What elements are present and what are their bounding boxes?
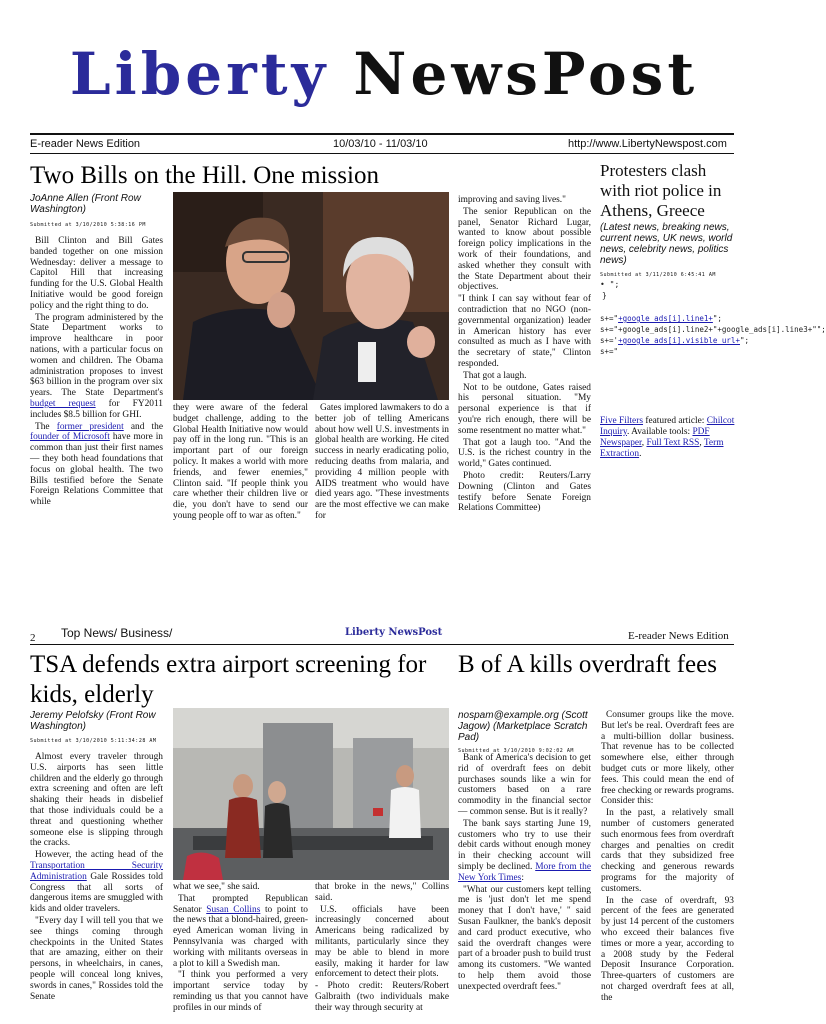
more-from-nyt-link[interactable]: More from the New York Times (458, 861, 591, 883)
paragraph: Photo credit: Reuters/Larry Downing (Clinton and Gates testify before Senate Foreign Relations Committee) (458, 470, 591, 514)
paragraph: "What our customers kept telling me is 'just don't let me spend money that I don't have,' " said Susan Faulkner, the bank's deposit and card product executive, who said the overdraft changes were part of a broader push to build trust among its customers. "We wanted to help them avoid those unexpected overdraft fees." (458, 884, 591, 992)
paragraph: The senior Republican on the panel, Senator Richard Lugar, wanted to know about possible foreign policy implications in the work of their foundations, and asked whether they consult with the State Department about their objectives. (458, 206, 591, 293)
tsa-link[interactable]: Transportation Security Administration (30, 860, 163, 882)
page2-rule (30, 644, 734, 645)
paragraph: In the past, a relatively small number of customers generated such enormous fees from overdraft charges and penalties on credit cards that they subsidized free checking and generous rewards programs for the majority of customers. (601, 808, 734, 894)
section-label: Top News/ Business/ (61, 626, 173, 640)
article2-submitted: Submitted at 3/10/2010 5:11:34:28 AM (30, 738, 157, 744)
site-url[interactable]: http://www.LibertyNewspost.com (568, 138, 727, 150)
paragraph: Almost every traveler through U.S. airports has seen little children and the elderly go through extra screening and often are left shaking their heads in disbelief that those individuals could be a threat and questioning whether someone else is slipping through the cracks. (30, 752, 163, 849)
paragraph: The program administered by the State Department works to improve healthcare in poor nations, with a particular focus on women and children. The Obama administration proposes to invest $63 billion in the program over six years. The State Department's budget request for FY2011 includes $8.5 billion for GHI. (30, 312, 163, 420)
masthead-newspost: NewsPost (353, 40, 699, 108)
article2-column-2 (173, 882, 308, 1024)
code-line: • "; (600, 280, 620, 289)
header-rule-bottom (30, 153, 734, 154)
paragraph: "I think you performed a very important service today by reminding us that you cannot have profiles in our minds of (173, 970, 308, 1013)
paragraph: they were aware of the federal budget challenge, adding to the Global Health Initiative now would pay off in the long run. "This is an important part of our foreign policy. It makes a world with more friends, and fewer enemies," Clinton said. "If people think you care whether their children live or die, you don't have to send our young people off to war as often." (173, 403, 308, 521)
paragraph: improving and saving lives." (458, 195, 566, 205)
google-ads-visible-url-link[interactable]: +google_ads[i].visible_url+ (618, 336, 740, 345)
sidebar-submitted: Submitted at 3/11/2010 6:45:41 AM (600, 272, 716, 278)
code-line: s+="+google_ads[i].line2+"+google_ads[i].line3+""; (600, 325, 826, 334)
paragraph: - Photo credit: Reuters/Robert Galbraith (two individuals make their way through security at (315, 981, 449, 1013)
google-ads-line1-link[interactable]: +google_ads[i].line1+ (618, 314, 713, 323)
paragraph: Not to be outdone, Gates raised his personal situation. "My personal experience is that if you're rich enough, there will be some resentment no matter what." (458, 382, 591, 436)
term-extraction-link[interactable]: Term Extraction (600, 438, 724, 459)
page-number: 2 (30, 632, 36, 644)
paragraph: Gates implored lawmakers to do a better job of telling Americans about how well U.S. investments in global health are working. He cited success in nearly eradicating polio, reducing deaths from malaria, and providing 4 million people with AIDS treatment who would have died years ago. "These investments are the most effective we can make for (315, 403, 449, 521)
article1-title: Two Bills on the Hill. One mission (30, 162, 379, 189)
paragraph: Bank of America's decision to get rid of overdraft fees on debit purchases sounds like a win for customers based on a rare commodity in the financial sector — common sense. But is it really? (458, 753, 591, 817)
article1-submitted: Submitted at 3/10/2010 5:38:16 PM (30, 222, 146, 228)
article1-byline: JoAnne Allen (Front Row Washington) (30, 193, 141, 215)
paragraph: that broke in the news," Collins said. (315, 882, 449, 903)
pdf-newspaper-link[interactable]: PDF Newspaper (600, 427, 710, 448)
article1-column-1 (30, 236, 163, 509)
five-filters-link[interactable]: Five Filters (600, 416, 643, 426)
paragraph: That got a laugh. (463, 370, 527, 381)
masthead (0, 40, 768, 108)
code-line: } (602, 291, 607, 300)
masthead-liberty: Liberty (69, 40, 330, 108)
paragraph: what we see," she said. (173, 882, 260, 892)
chilcot-inquiry-link[interactable]: Chilcot Inquiry (600, 416, 735, 437)
article3-submitted: Submitted at 3/10/2010 9:02:02 AM (458, 748, 574, 754)
paragraph: However, the acting head of the Transportation Security Administration Gale Rossides told Congress that all sorts of dangerous items are smuggled with kids and older travelers. (30, 850, 163, 915)
article1-column-4 (458, 195, 591, 515)
date-range: 10/03/10 - 11/03/10 (333, 138, 428, 150)
code-line: s+=" (600, 347, 619, 356)
article3-byline: nospam@example.org (Scott Jagow) (Marketplace Scratch Pad) (458, 710, 588, 743)
page2-edition: E-reader News Edition (628, 630, 729, 642)
budget-request-link[interactable]: budget request (30, 398, 96, 409)
sidebar-byline: (Latest news, breaking news, current news, UK news, world news, celebrity news, politics news) (600, 222, 733, 266)
paragraph: Bill Clinton and Bill Gates banded together on one mission Wednesday: deliver a message to Capitol Hill that increasing funding for the U.S. Global Health Initiative would be good foreign policy and the right thing to do. (30, 236, 163, 311)
susan-collins-link[interactable]: Susan Collins (206, 904, 261, 915)
paragraph: Consumer groups like the move. But let's be real. Overdraft fees are a multi-billion dollar business. That revenue has to be collected somewhere else, either through budget cuts or more likely, other fees. This could mean the end of free checking or rewards programs. Consider this: (601, 710, 735, 807)
paragraph: The bank says starting June 19, customers who try to use their debit cards without enough money in their checking account will simply be declined. More from the New York Times: (458, 818, 591, 883)
article3-column-1 (458, 753, 591, 1024)
paragraph: That prompted Republican Senator Susan Collins to point to the news that a blond-haired, green-eyed American woman living in Pennsylvania was charged with working with militants overseas in a plot to kill a Swedish man. (173, 893, 308, 969)
article1-column-3 (315, 403, 449, 523)
article2-column-1 (30, 752, 163, 1024)
page2-logo: Liberty NewsPost (345, 627, 443, 638)
paragraph: "Every day I will tell you that we see things coming through checkpoints in the United States that are amazing, either on their persons, in wheelchairs, in canes, people will conceal long knives, swords in canes," Rossides told the Senate (30, 915, 163, 1002)
sidebar-footer-text: Five Filters featured article: Chilcot Inquiry. Available tools: PDF Newspaper, Full Text RSS, Term Extraction. (600, 416, 735, 459)
former-president-link[interactable]: former president (56, 421, 124, 432)
paragraph: "I think I can say without fear of contradiction that no NGO (non-governmental organization) leader in American history has ever consulted as much as I have with the secretary of state," Clinton responded. (458, 294, 591, 369)
full-text-rss-link[interactable]: Full Text RSS (646, 438, 700, 448)
paragraph: U.S. officials have been increasingly concerned about Americans being radicalized by militants, particularly since they may be able to blend in more easily, making it harder for law enforcement to detect their plots. (315, 904, 449, 980)
article2-photo (173, 708, 449, 880)
header-rule-top (30, 133, 734, 135)
article1-column-2 (173, 403, 308, 523)
paragraph: That got a laugh too. "And the U.S. is the richest country in the world," Gates continued. (458, 437, 591, 470)
paragraph: In the case of overdraft, 93 percent of the fees are generated by just 14 percent of the customers who exceed their balances five times or more a year, according to a 2008 study by the Federal Deposit Insurance Corporation. Three-quarters of customers are not charged overdraft fees at all, the (601, 895, 734, 1003)
paragraph: The former president and the founder of Microsoft have more in common than just their first names — they both head foundations that focus on global health. The two Bills testified before the Senate Foreign Relations Committee that while (30, 421, 163, 508)
edition-label: E-reader News Edition (30, 138, 141, 150)
article1-photo (173, 192, 449, 400)
sidebar-code-block: • "; } s+="+google_ads[i].line1+"; s+="+google_ads[i].line2+"+google_ads[i].line3+""; s+='+google_ads[i].visible_url+"; s+=" (600, 280, 826, 356)
founder-of-microsoft-link[interactable]: founder of Microsoft (30, 432, 110, 443)
article2-byline: Jeremy Pelofsky (Front Row Washington) (30, 710, 156, 732)
article3-title: B of A kills overdraft fees (458, 651, 717, 678)
sidebar-title: Protesters clash with riot police in Athens, Greece (600, 161, 722, 220)
article2-title: TSA defends extra airport screening for kids, elderly (30, 651, 427, 708)
article3-column-2 (601, 710, 734, 1024)
article2-column-3 (315, 882, 449, 1024)
